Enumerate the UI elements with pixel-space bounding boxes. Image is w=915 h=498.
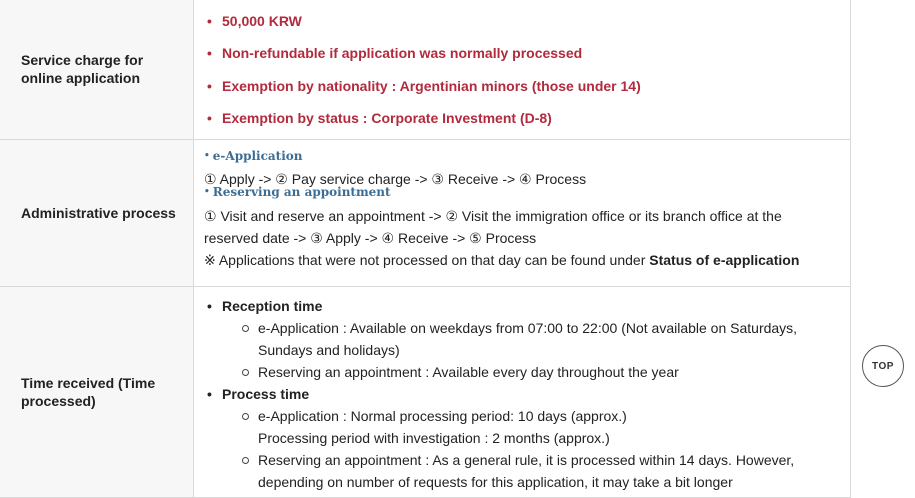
row-body-cell bbox=[194, 0, 851, 139]
fee-list bbox=[194, 12, 850, 128]
row-header-admin-process: Administrative process bbox=[21, 204, 176, 221]
row-header-time-received: Time received (Time processed) bbox=[21, 374, 156, 409]
row-header-cell bbox=[0, 139, 194, 286]
e-application-steps: ① Apply -> ② Pay service charge -> ③ Receive -> ④ Process bbox=[204, 170, 587, 187]
top-button-label: TOP bbox=[872, 360, 894, 372]
reception-e-application: e-Application : Available on weekdays from 07:00 to 22:00 (Not available on Saturdays, Sundays and holidays) bbox=[240, 317, 850, 361]
row-header-cell bbox=[0, 0, 194, 139]
time-list bbox=[194, 295, 850, 493]
row-time-received bbox=[0, 286, 851, 497]
process-e-line-2: Processing period with investigation : 2 months (approx.) bbox=[258, 429, 610, 446]
process-e-line-1: e-Application : Normal processing period: 10 days (approx.) bbox=[258, 407, 627, 424]
status-note bbox=[194, 249, 850, 271]
reception-time-label: Reception time bbox=[222, 297, 323, 314]
row-body-cell bbox=[194, 139, 851, 286]
row-header-service-charge: Service charge for online application bbox=[21, 52, 144, 87]
reserve-steps-line-1: ① Visit and reserve an appointment -> ② Visit the immigration office or its branch office at the bbox=[204, 207, 782, 224]
status-note-text: ※ Applications that were not processed on that day can be found under bbox=[204, 251, 650, 268]
reserve-steps-line-2: reserved date -> ③ Apply -> ④ Receive -> ⑤ Process bbox=[204, 229, 537, 246]
process-sublist bbox=[222, 405, 850, 493]
e-application-title-text: e-Application bbox=[212, 148, 303, 163]
reception-sublist bbox=[222, 317, 850, 383]
bullet-dot-icon: • bbox=[204, 186, 210, 197]
process-reserving: Reserving an appointment : As a general rule, it is processed within 14 days. However, depending on number of requests for this application, it may take a bit longer bbox=[240, 449, 850, 493]
process-time-label: Process time bbox=[222, 385, 310, 402]
row-header-cell bbox=[0, 286, 194, 497]
reception-time-item bbox=[204, 295, 850, 383]
row-admin-process bbox=[0, 139, 851, 286]
fee-item: • 50,000 KRW bbox=[204, 12, 850, 30]
fee-item: • Exemption by nationality : Argentinian minors (those under 14) bbox=[204, 77, 850, 95]
process-e-application bbox=[240, 405, 850, 449]
process-time-item bbox=[204, 383, 850, 493]
reception-reserving: Reserving an appointment : Available every day throughout the year bbox=[240, 361, 850, 383]
reserve-title-text: Reserving an appointment bbox=[212, 184, 391, 199]
fee-item: • Non-refundable if application was normally processed bbox=[204, 44, 850, 62]
fee-item: • Exemption by status : Corporate Investment (D-8) bbox=[204, 109, 850, 127]
scroll-to-top-button[interactable] bbox=[862, 345, 904, 387]
row-service-charge bbox=[0, 0, 851, 139]
bullet-dot-icon: • bbox=[204, 150, 210, 161]
status-link-text: Status of e-application bbox=[649, 251, 800, 268]
row-body-cell bbox=[194, 286, 851, 497]
e-application-title bbox=[194, 149, 850, 164]
